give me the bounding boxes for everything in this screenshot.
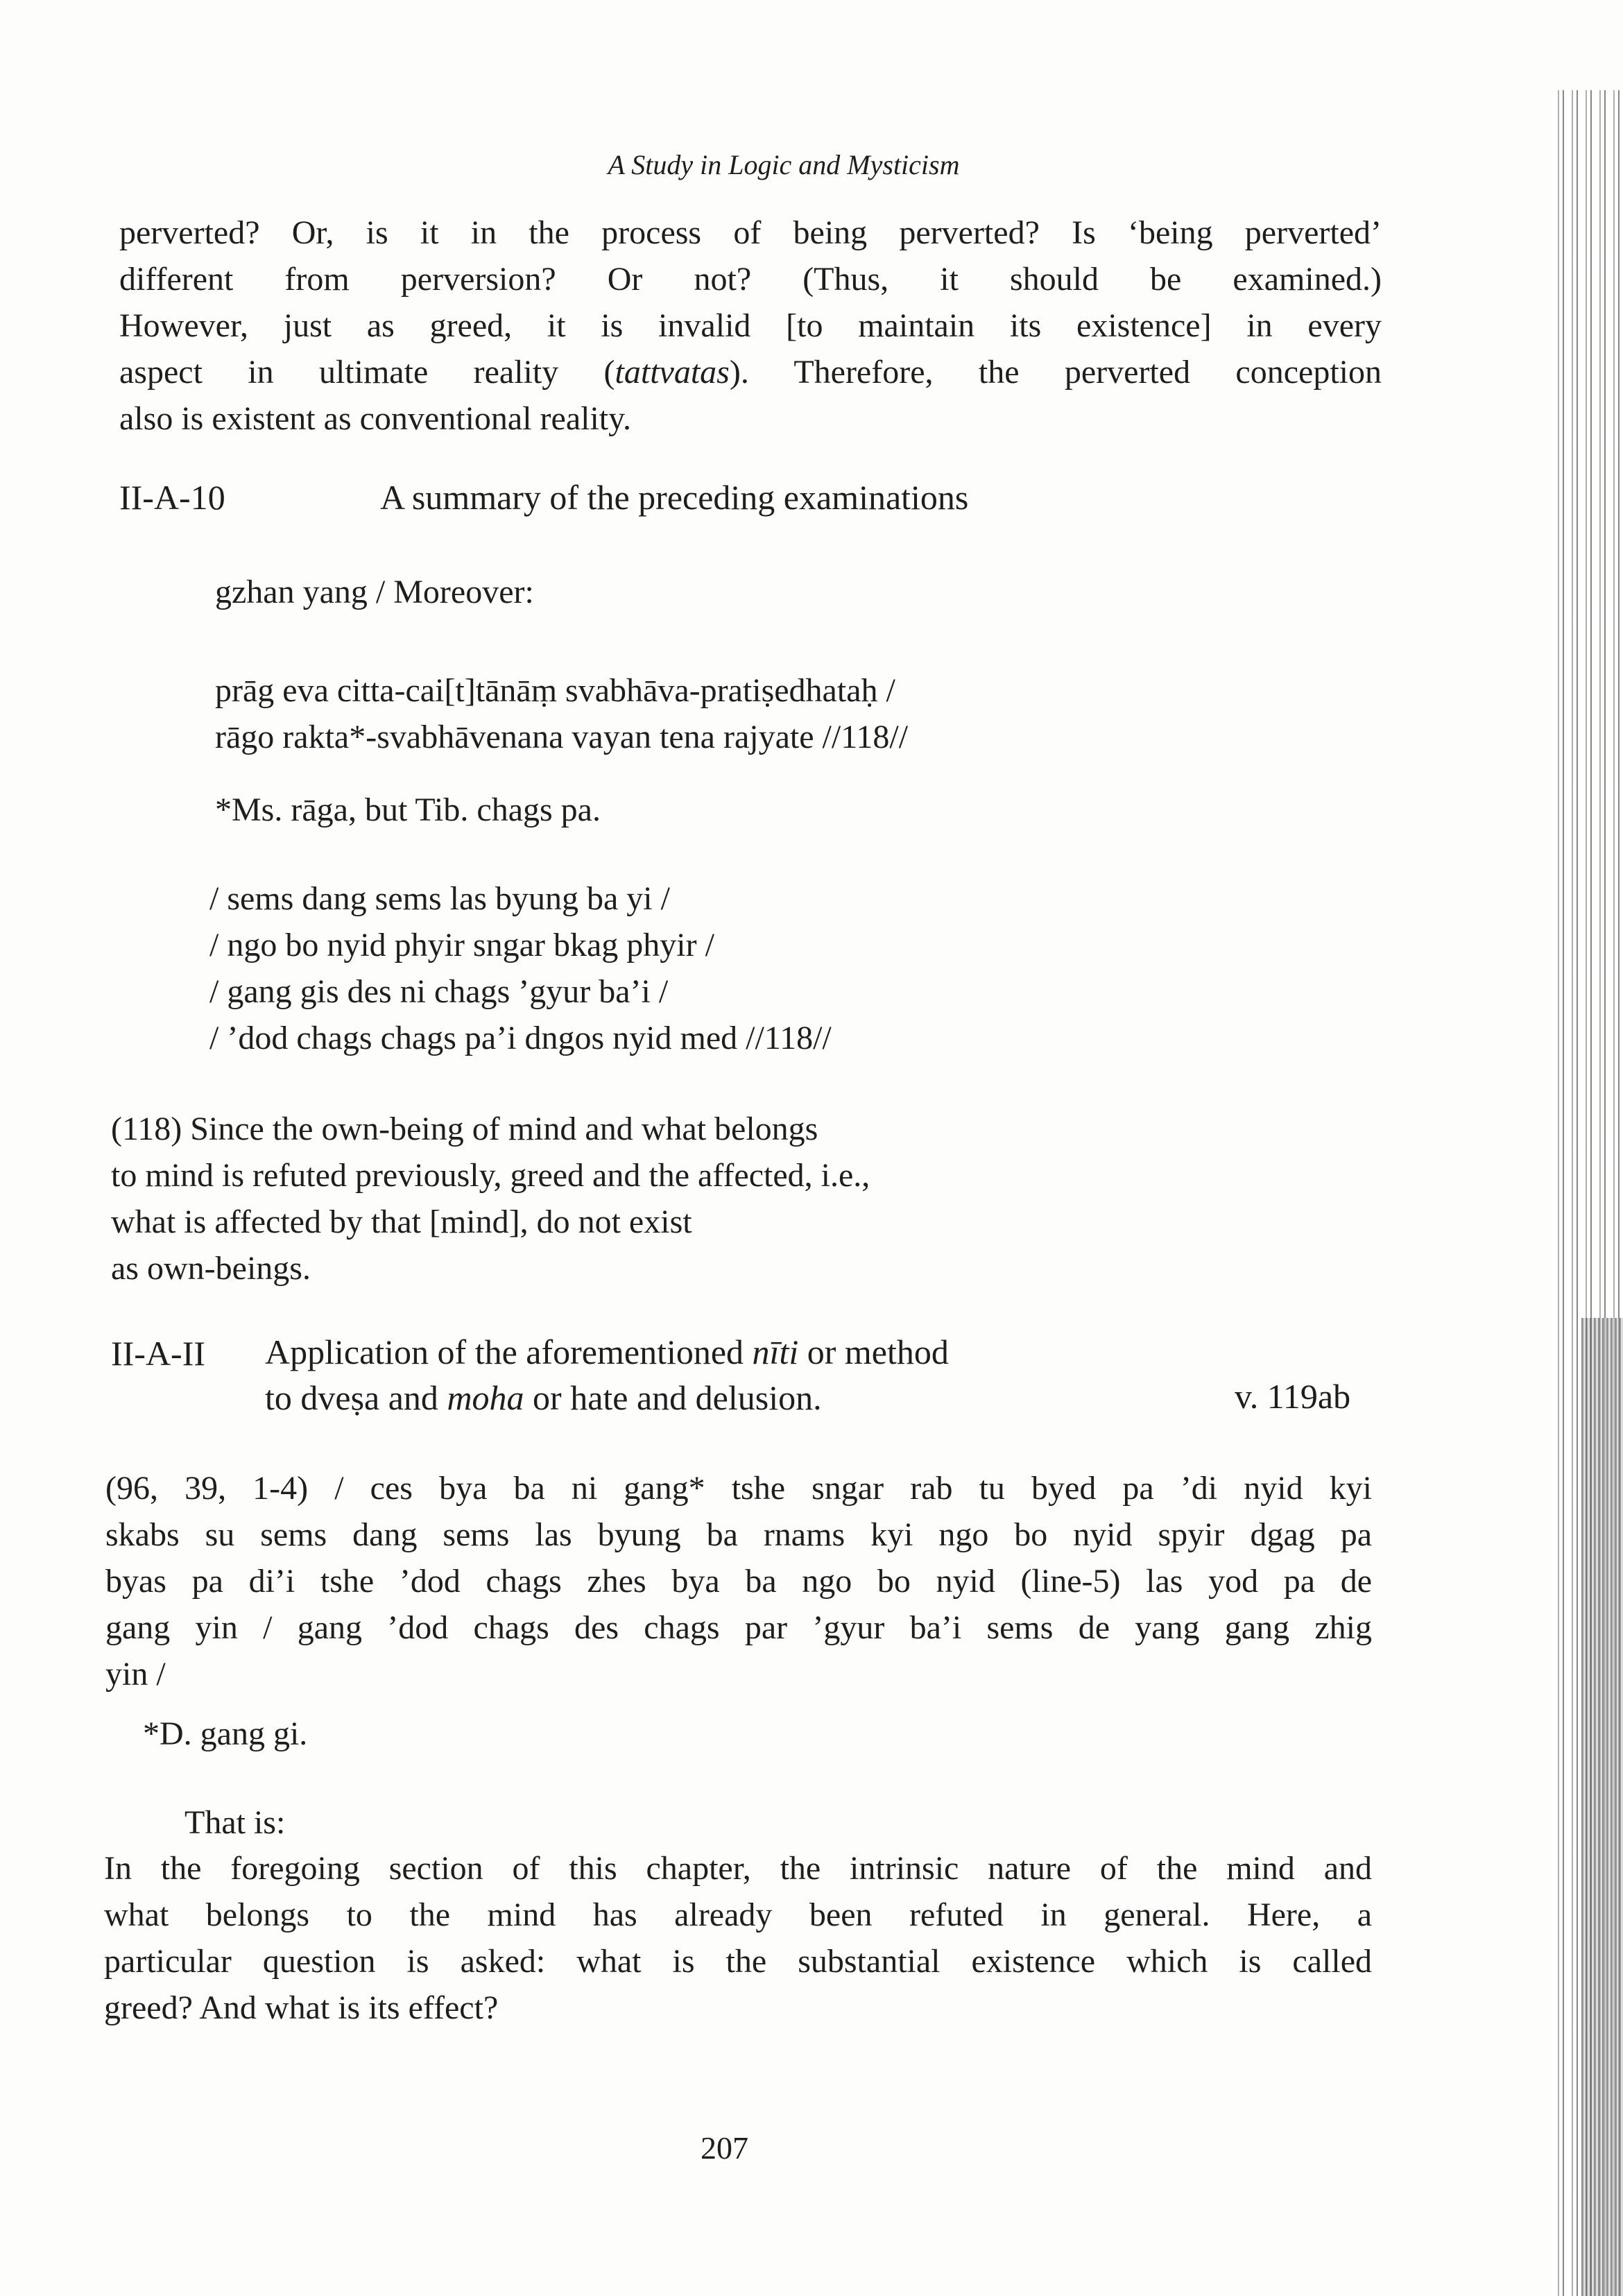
- text-line: yin /: [105, 1656, 166, 1693]
- section-number-ii-a-ii: II-A-II: [111, 1334, 206, 1373]
- text-line: what is affected by that [mind], do not exist: [111, 1203, 692, 1240]
- sanskrit-verse: [215, 667, 908, 760]
- translation-118: [111, 1106, 870, 1292]
- verse-line: / ’dod chags chags pa’i dngos nyid med //118//: [209, 1020, 832, 1056]
- commentary-footnote: *D. gang gi.: [143, 1715, 308, 1752]
- tibetan-commentary: [105, 1465, 1372, 1697]
- text-line: byas pa di’i tshe ’dod chags zhes bya ba ngo bo nyid (line-5) las yod pa de: [105, 1563, 1372, 1600]
- heading-line: to dveṣa and moha or hate and delusion.: [265, 1378, 822, 1417]
- term-moha: moha: [447, 1378, 524, 1417]
- paragraph-final: [104, 1845, 1372, 2031]
- text-line: as own-beings.: [111, 1250, 311, 1287]
- text-line: greed? And what is its effect?: [104, 1989, 499, 2026]
- text-line: perverted? Or, is it in the process of being perverted? Is ‘being perverted’: [119, 214, 1382, 251]
- term-tattvatas: tattvatas: [615, 354, 730, 391]
- running-head: A Study in Logic and Mysticism: [608, 149, 960, 180]
- verse-footnote: *Ms. rāga, but Tib. chags pa.: [215, 791, 601, 828]
- verse-line: prāg eva citta-cai[t]tānāṃ svabhāva-pratiṣedhataḥ /: [215, 672, 895, 709]
- verse-line: rāgo rakta*-svabhāvenana vayan tena rajyate //118//: [215, 719, 909, 755]
- text-line: to mind is refuted previously, greed and the affected, i.e.,: [111, 1157, 870, 1194]
- section-number-ii-a-10: II-A-10: [119, 478, 225, 517]
- text-line: gang yin / gang ’dod chags des chags par ’gyur ba’i sems de yang gang zhig: [105, 1609, 1372, 1646]
- text-line: In the foregoing section of this chapter, the intrinsic nature of the mind and: [104, 1850, 1372, 1887]
- text-line: aspect in ultimate reality (tattvatas). Therefore, the perverted conception: [119, 354, 1382, 391]
- page-number: 207: [701, 2130, 748, 2166]
- verse-line: / sems dang sems las byung ba yi /: [209, 880, 670, 917]
- text-line: also is existent as conventional reality.: [119, 400, 632, 437]
- text-line: what belongs to the mind has already been refuted in general. Here, a: [104, 1896, 1372, 1933]
- moreover-line: gzhan yang / Moreover:: [215, 574, 534, 610]
- text-line: skabs su sems dang sems las byung ba rnams kyi ngo bo nyid spyir dgag pa: [105, 1516, 1372, 1553]
- verse-line: / ngo bo nyid phyir sngar bkag phyir /: [209, 927, 714, 963]
- section-title-application: [265, 1329, 949, 1421]
- section-title-summary: A summary of the preceding examinations: [380, 478, 969, 517]
- text-line: particular question is asked: what is the substantial existence which is called: [104, 1943, 1372, 1980]
- heading-line: Application of the aforementioned nīti or method: [265, 1333, 949, 1371]
- text-line: However, just as greed, it is invalid [to maintain its existence] in every: [119, 307, 1382, 344]
- verse-line: / gang gis des ni chags ’gyur ba’i /: [209, 973, 669, 1010]
- text-line: (96, 39, 1-4) / ces bya ba ni gang* tshe sngar rab tu byed pa ’di nyid kyi: [105, 1470, 1372, 1507]
- that-is-line: That is:: [184, 1804, 286, 1841]
- text-line: different from perversion? Or not? (Thus, it should be examined.): [119, 261, 1382, 298]
- text-line: (118) Since the own-being of mind and what belongs: [111, 1111, 818, 1147]
- paragraph-opening: [119, 209, 1382, 442]
- scan-binding-shadow: [1581, 1318, 1623, 2296]
- verse-reference: v. 119ab: [1235, 1377, 1351, 1416]
- tibetan-verse: [209, 875, 832, 1061]
- term-niti: nīti: [752, 1333, 799, 1371]
